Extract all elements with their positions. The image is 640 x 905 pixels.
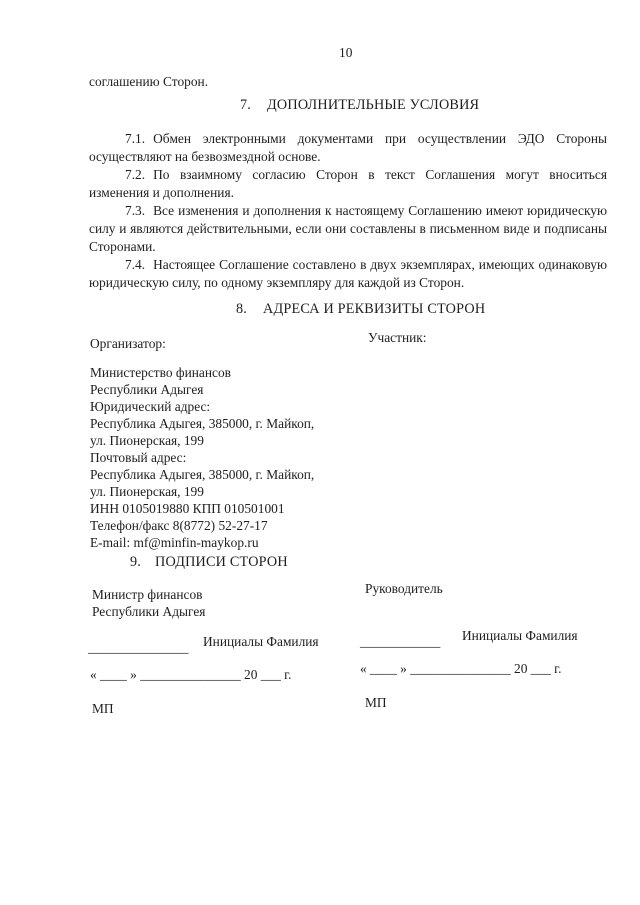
left-signature-line: _______________ [88,640,189,655]
left-signer-position [92,586,205,620]
section-9-number: 9. [130,554,142,570]
right-initials-label: Инициалы Фамилия [462,628,578,643]
organizer-line: ул. Пионерская, 199 [90,433,204,448]
organizer-line: ул. Пионерская, 199 [90,484,204,499]
organizer-line: Юридический адрес: [90,399,211,414]
section-7-heading [240,97,479,114]
organizer-line: Почтовый адрес: [90,450,187,465]
clause-7-3 [89,202,607,256]
participant-label: Участник: [368,330,427,345]
section-9-heading [130,554,288,571]
organizer-line: Республика Адыгея, 385000, г. Майкоп, [90,416,315,431]
left-position-line: Республики Адыгея [92,604,206,619]
section-7-number: 7. [240,97,252,113]
clause-number: 7.1. [125,131,146,146]
section-8-number: 8. [236,301,248,317]
left-date-line: « ____ » _______________ 20 ___ г. [90,667,292,682]
organizer-line: Республика Адыгея, 385000, г. Майкоп, [90,467,315,482]
organizer-line: Министерство финансов [90,365,231,380]
clause-text: Настоящее Соглашение составлено в двух экземплярах, имеющих одинаковую юридическую силу, по одному экземпляру для каждой из Сторон. [89,257,607,290]
right-signer-position [365,580,443,597]
clause-text: Обмен электронными документами при осуществлении ЭДО Стороны осуществляют на безвозмездной основе. [89,131,607,164]
organizer-details [90,364,314,551]
clause-7-1 [89,130,607,166]
clause-number: 7.3. [125,203,146,218]
right-date-line: « ____ » _______________ 20 ___ г. [360,661,562,676]
organizer-line: ИНН 0105019880 КПП 010501001 [90,501,285,516]
section-8-title: АДРЕСА И РЕКВИЗИТЫ СТОРОН [263,301,486,317]
organizer-line: Республики Адыгея [90,382,204,397]
clause-text: По взаимному согласию Сторон в текст Соглашения могут вноситься изменения и дополнения. [89,167,607,200]
section-8-heading [236,301,485,318]
section-9-title: ПОДПИСИ СТОРОН [155,554,288,570]
organizer-line: Телефон/факс 8(8772) 52-27-17 [90,518,268,533]
organizer-line: E-mail: mf@minfin-maykop.ru [90,535,259,550]
left-stamp-label: МП [92,701,114,716]
left-position-line: Министр финансов [92,587,203,602]
left-initials-label: Инициалы Фамилия [203,634,319,649]
section-7-title: ДОПОЛНИТЕЛЬНЫЕ УСЛОВИЯ [267,97,480,113]
clause-text: Все изменения и дополнения к настоящему Соглашению имеют юридическую силу и являются действительными, если они составлены в письменном виде и подписаны Сторонами. [89,203,607,254]
right-position-line: Руководитель [365,581,443,596]
clause-7-4 [89,256,607,292]
clause-number: 7.4. [125,257,146,272]
carryover-text: соглашению Сторон. [89,74,209,89]
organizer-label: Организатор: [90,336,166,351]
clause-7-2 [89,166,607,202]
right-signature-line: ____________ [360,634,441,649]
page-number: 10 [339,45,353,60]
right-stamp-label: МП [365,695,387,710]
clause-number: 7.2. [125,167,146,182]
